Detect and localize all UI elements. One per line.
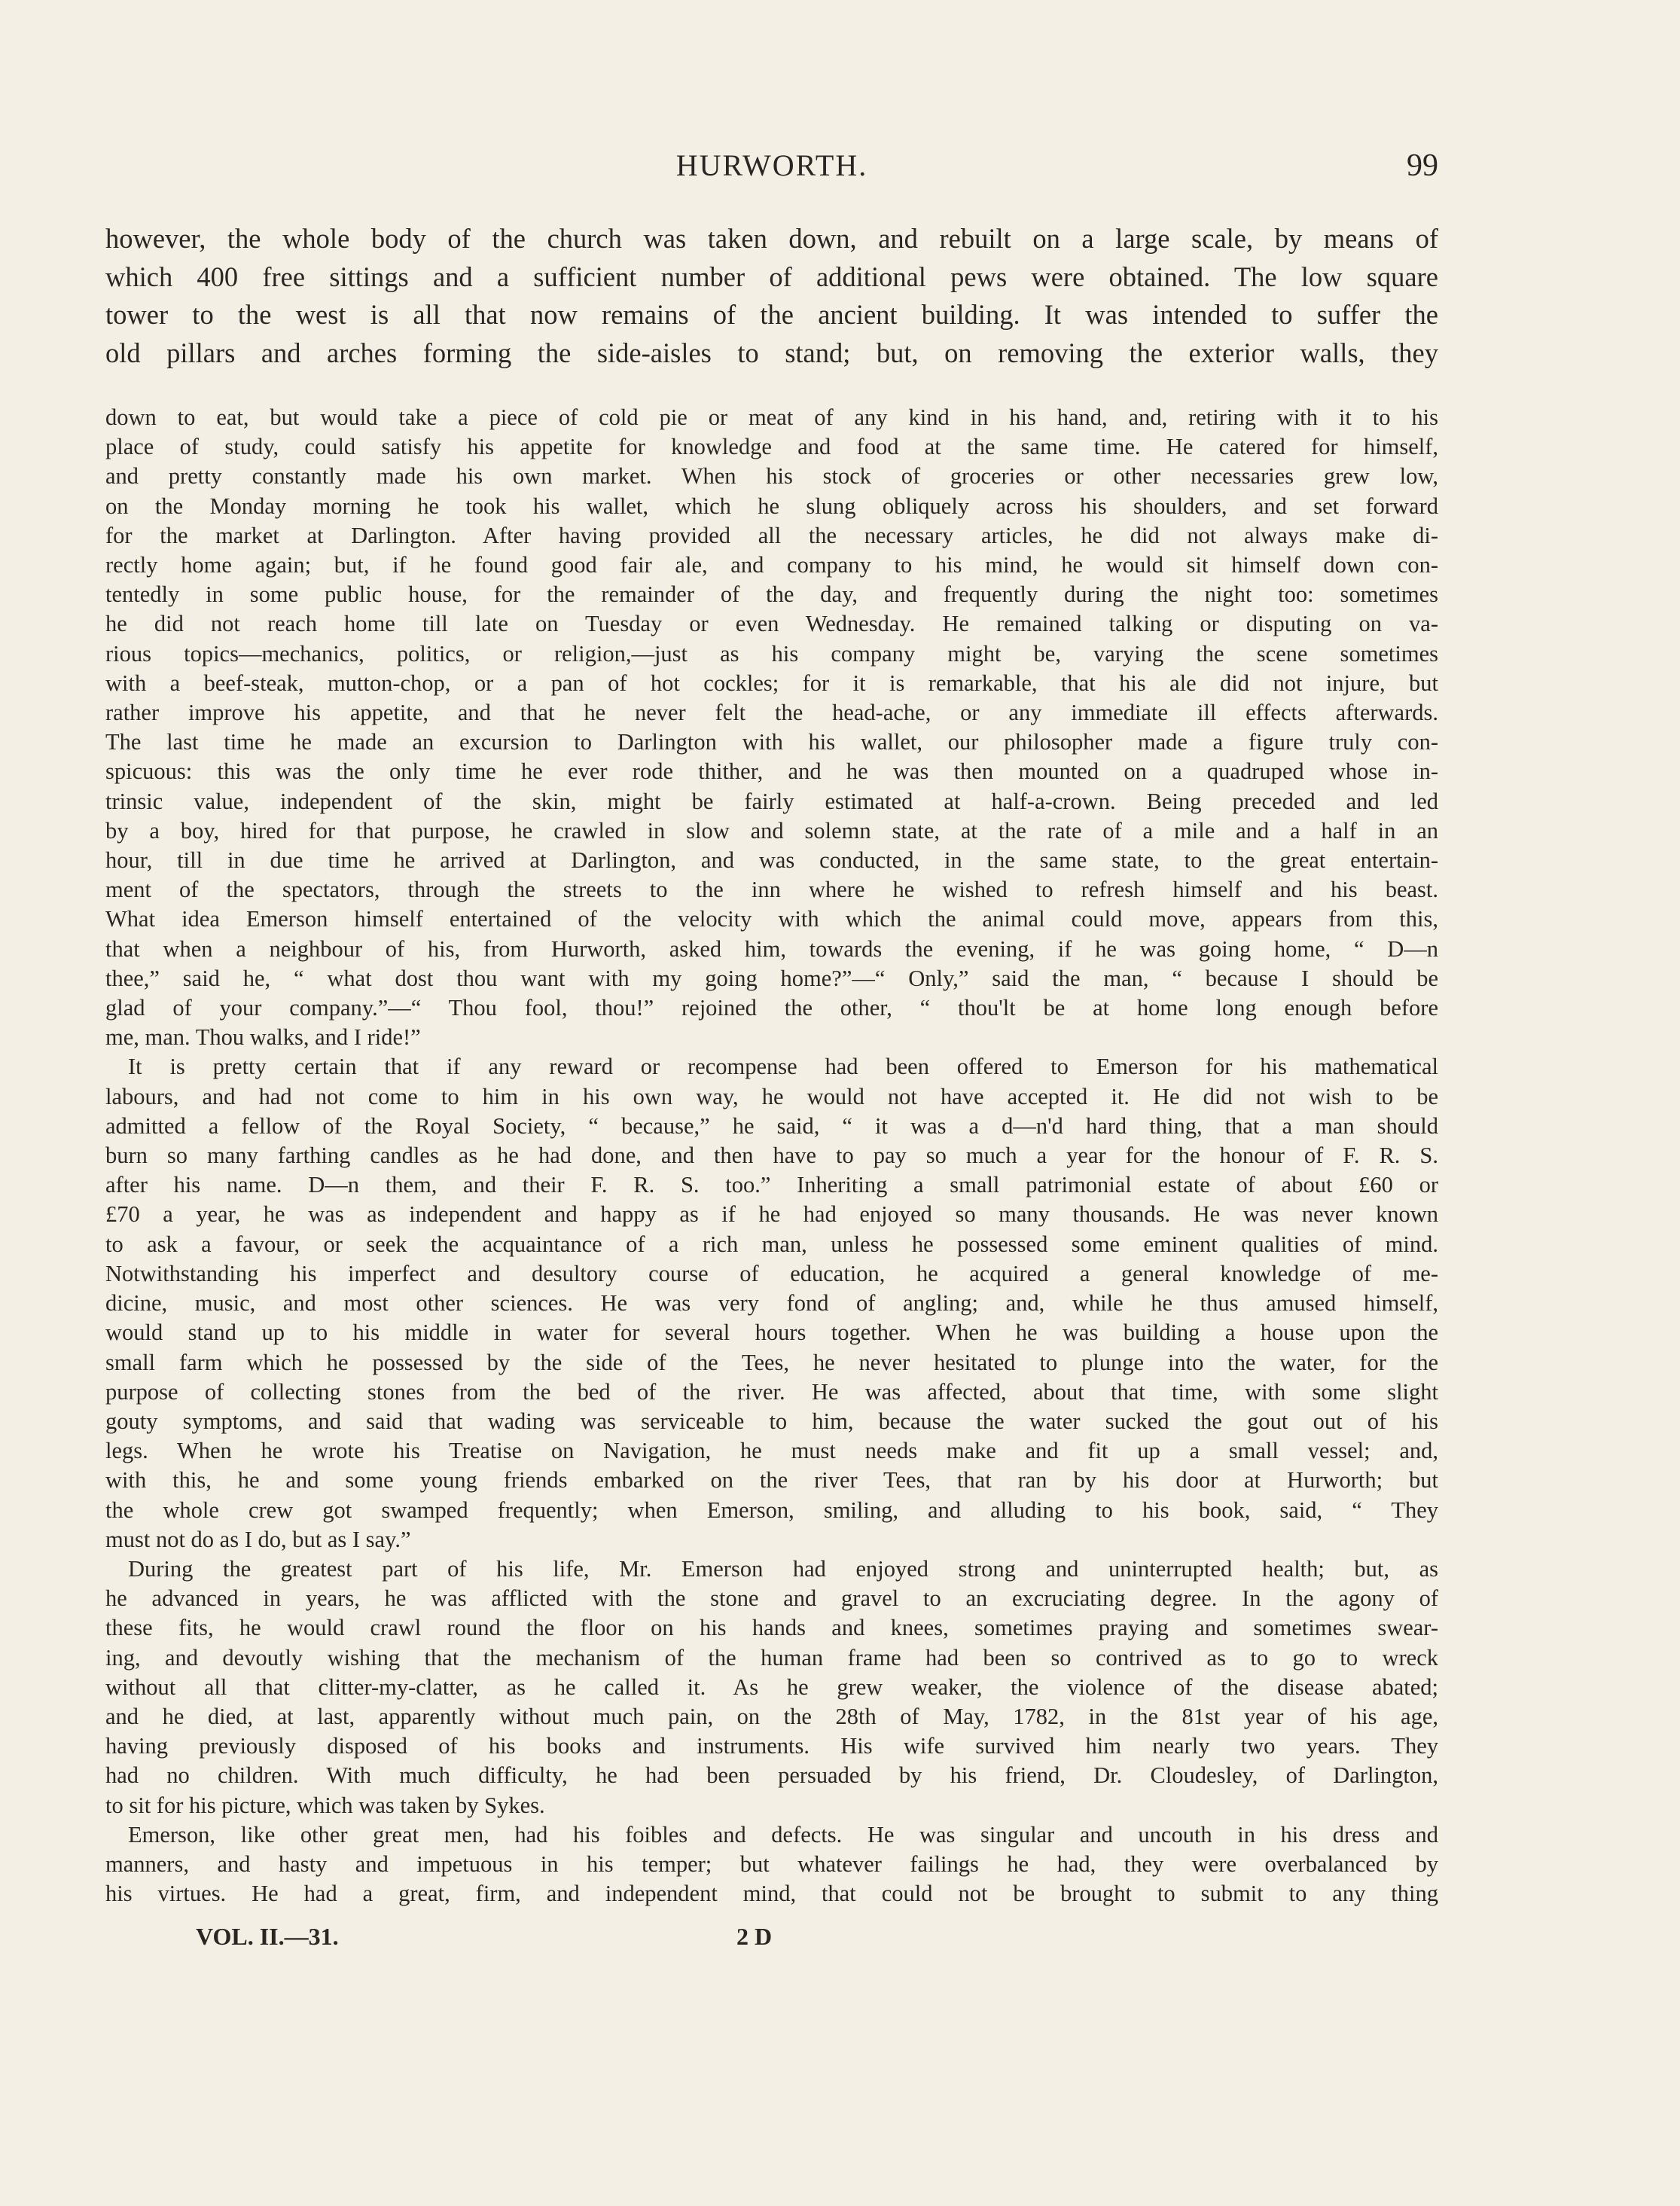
lead-paragraph xyxy=(105,220,1438,372)
signature-mark: 2 D xyxy=(736,1923,773,1950)
text-line: to sit for his picture, which was taken by Sykes. xyxy=(105,1792,545,1818)
text-line: rectly home again; but, if he found good fair ale, and company to his mind, he would sit himself down con- xyxy=(105,552,1438,578)
paragraph xyxy=(105,1052,1438,1554)
text-line: and he died, at last, apparently without much pain, on the 28th of May, 1782, in the 81st year of his age, xyxy=(105,1703,1438,1729)
text-line: rather improve his appetite, and that he never felt the head-ache, or any immediate ill effects afterwards. xyxy=(105,700,1438,726)
text-line: Emerson, like other great men, had his foibles and defects. He was singular and uncouth in his dress and xyxy=(128,1821,1438,1847)
running-head xyxy=(105,148,1438,193)
lead-paragraph-text xyxy=(105,220,1438,372)
text-line: spicuous: this was the only time he ever rode thither, and he was then mounted on a quadruped whose in- xyxy=(105,758,1438,785)
text-line: ing, and devoutly wishing that the mechanism of the human frame had been so contrived as to go to wreck xyxy=(105,1644,1438,1671)
text-line: labours, and had not come to him in his own way, he would not have accepted it. He did not wish to be xyxy=(105,1083,1438,1109)
page-footer xyxy=(105,1923,1438,1957)
paragraph xyxy=(105,403,1438,1052)
text-line: The last time he made an excursion to Darlington with his wallet, our philosopher made a figure truly con- xyxy=(105,729,1438,755)
text-line: down to eat, but would take a piece of cold pie or meat of any kind in his hand, and, retiring with it to his xyxy=(105,404,1438,430)
text-line: What idea Emerson himself entertained of the velocity with which the animal could move, appears from this, xyxy=(105,906,1438,932)
text-line: on the Monday morning he took his wallet, which he slung obliquely across his shoulders, and set forward xyxy=(105,493,1438,519)
text-line: with a beef-steak, mutton-chop, or a pan of hot cockles; for it is remarkable, that his ale did not injure, but xyxy=(105,670,1438,696)
paragraph xyxy=(105,1820,1438,1909)
text-line: admitted a fellow of the Royal Society, “ because,” he said, “ it was a d—n'd hard thing, that a man should xyxy=(105,1112,1438,1139)
text-line: without all that clitter-my-clatter, as he called it. As he grew weaker, the violence of the disease abated; xyxy=(105,1674,1438,1700)
text-line: tentedly in some public house, for the remainder of the day, and frequently during the night too: sometimes xyxy=(105,581,1438,608)
text-line: burn so many farthing candles as he had done, and then have to pay so much a year for the honour of F. R. S. xyxy=(105,1143,1438,1169)
text-line: thee,” said he, “ what dost thou want with my going home?”—“ Only,” said the man, “ because I should be xyxy=(105,965,1438,991)
text-line: that when a neighbour of his, from Hurworth, asked him, towards the evening, if he was going home, “ D—n xyxy=(105,935,1438,962)
running-title: HURWORTH. xyxy=(675,148,868,182)
text-line: the whole crew got swamped frequently; when Emerson, smiling, and alluding to his book, said, “ They xyxy=(105,1497,1438,1523)
text-line: hour, till in due time he arrived at Darlington, and was conducted, in the same state, to the great entertain- xyxy=(105,847,1438,874)
text-line: and pretty constantly made his own market. When his stock of groceries or other necessaries grew low, xyxy=(105,463,1438,490)
text-line: purpose of collecting stones from the bed of the river. He was affected, about that time, with some slight xyxy=(105,1378,1438,1405)
page-number: 99 xyxy=(1407,148,1438,183)
text-line: would stand up to his middle in water for several hours together. When he was building a house upon the xyxy=(105,1320,1438,1346)
text-line: gouty symptoms, and said that wading was serviceable to him, because the water sucked the gout out of his xyxy=(105,1408,1438,1434)
text-line: by a boy, hired for that purpose, he crawled in slow and solemn state, at the rate of a mile and a half in an xyxy=(105,817,1438,844)
text-line: glad of your company.”—“ Thou fool, thou!” rejoined the other, “ thou'lt be at home long enough before xyxy=(105,995,1438,1021)
text-line: ment of the spectators, through the streets to the inn where he wished to refresh himself and his beast. xyxy=(105,877,1438,903)
text-line: with this, he and some young friends embarked on the river Tees, that ran by his door at Hurworth; but xyxy=(105,1467,1438,1494)
text-line: place of study, could satisfy his appetite for knowledge and food at the same time. He catered for himself, xyxy=(105,434,1438,460)
text-line: which 400 free sittings and a sufficient number of additional pews were obtained. The low square xyxy=(105,261,1438,292)
body-text xyxy=(105,403,1438,1909)
text-line: old pillars and arches forming the side-aisles to stand; but, on removing the exterior walls, they xyxy=(105,337,1438,368)
text-line: for the market at Darlington. After having provided all the necessary articles, he did not always make di- xyxy=(105,522,1438,548)
text-line: after his name. D—n them, and their F. R. S. too.” Inheriting a small patrimonial estate of about £60 or xyxy=(105,1172,1438,1198)
text-line: dicine, music, and most other sciences. He was very fond of angling; and, while he thus amused himself, xyxy=(105,1290,1438,1317)
text-line: his virtues. He had a great, firm, and independent mind, that could not be brought to submit to any thing xyxy=(105,1881,1438,1907)
text-line: me, man. Thou walks, and I ride!” xyxy=(105,1024,421,1051)
text-line: £70 a year, he was as independent and happy as if he had enjoyed so many thousands. He was never known xyxy=(105,1201,1438,1228)
text-line: these fits, he would crawl round the floor on his hands and knees, sometimes praying and sometimes swear- xyxy=(105,1615,1438,1641)
text-line: trinsic value, independent of the skin, might be fairly estimated at half-a-crown. Being preceded and led xyxy=(105,788,1438,814)
text-line: however, the whole body of the church was taken down, and rebuilt on a large scale, by means of xyxy=(105,223,1438,254)
text-line: legs. When he wrote his Treatise on Navigation, he must needs make and fit up a small vessel; and, xyxy=(105,1438,1438,1464)
text-line: to ask a favour, or seek the acquaintance of a rich man, unless he possessed some eminent qualities of mind. xyxy=(105,1231,1438,1257)
text-line: tower to the west is all that now remains of the ancient building. It was intended to suffer the xyxy=(105,299,1438,330)
text-line: Notwithstanding his imperfect and desultory course of education, he acquired a general knowledge of me- xyxy=(105,1260,1438,1286)
text-line: must not do as I do, but as I say.” xyxy=(105,1526,411,1552)
text-line: small farm which he possessed by the side of the Tees, he never hesitated to plunge into the water, for the xyxy=(105,1349,1438,1375)
text-line: he advanced in years, he was afflicted with the stone and gravel to an excruciating degree. In the agony of xyxy=(105,1585,1438,1612)
text-line: had no children. With much difficulty, he had been persuaded by his friend, Dr. Cloudesley, of Darlington, xyxy=(105,1762,1438,1789)
text-line: manners, and hasty and impetuous in his temper; but whatever failings he had, they were overbalanced by xyxy=(105,1851,1438,1877)
paragraph xyxy=(105,1555,1438,1820)
volume-line: VOL. II.—31. xyxy=(196,1923,339,1950)
text-line: rious topics—mechanics, politics, or religion,—just as his company might be, varying the scene sometimes xyxy=(105,640,1438,667)
text-line: he did not reach home till late on Tuesday or even Wednesday. He remained talking or disputing on va- xyxy=(105,611,1438,637)
text-line: having previously disposed of his books and instruments. His wife survived him nearly two years. They xyxy=(105,1733,1438,1759)
text-line: It is pretty certain that if any reward or recompense had been offered to Emerson for his mathematical xyxy=(128,1054,1438,1080)
text-line: During the greatest part of his life, Mr. Emerson had enjoyed strong and uninterrupted health; but, as xyxy=(128,1555,1438,1582)
